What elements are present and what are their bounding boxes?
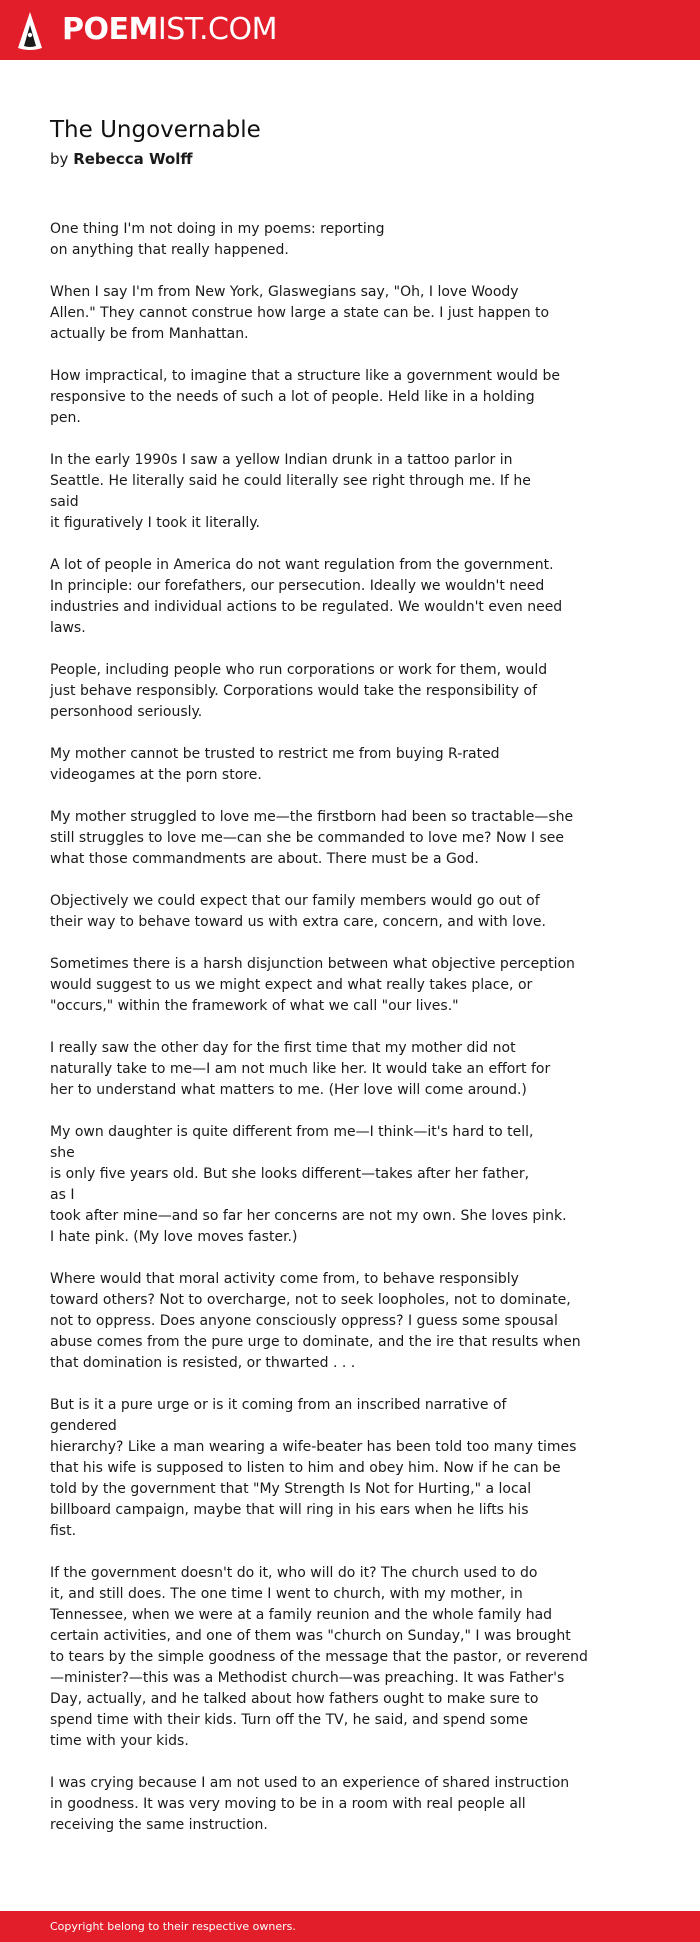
author-name: Rebecca Wolff xyxy=(73,150,193,168)
poem-line: Sometimes there is a harsh disjunction between what objective perception xyxy=(50,956,575,972)
stanza xyxy=(50,1395,650,1542)
site-logo[interactable] xyxy=(62,13,277,47)
poem-line: If the government doesn't do it, who will do it? The church used to do xyxy=(50,1565,538,1581)
poem-line: time with your kids. xyxy=(50,1733,189,1749)
stanza xyxy=(50,807,650,870)
poem-line: Day, actually, and he talked about how fathers ought to make sure to xyxy=(50,1691,539,1707)
poem-line: responsive to the needs of such a lot of people. Held like in a holding xyxy=(50,389,535,405)
stanza xyxy=(50,1269,650,1374)
by-label: by xyxy=(50,150,69,168)
poem-line: Seattle. He literally said he could literally see right through me. If he xyxy=(50,473,531,489)
logo-text-bold: POEM xyxy=(62,12,158,47)
logo-text-light: IST.COM xyxy=(157,12,277,47)
poem-line: would suggest to us we might expect and what really takes place, or xyxy=(50,977,533,993)
site-footer xyxy=(0,1911,700,1942)
poem-line: A lot of people in America do not want regulation from the government. xyxy=(50,557,554,573)
poem-line: Objectively we could expect that our family members would go out of xyxy=(50,893,540,909)
poem-line: as I xyxy=(50,1187,75,1203)
poem-line: In principle: our forefathers, our persecution. Ideally we wouldn't need xyxy=(50,578,545,594)
poem-line: her to understand what matters to me. (Her love will come around.) xyxy=(50,1082,527,1098)
poem-line: receiving the same instruction. xyxy=(50,1817,268,1833)
poem-line: In the early 1990s I saw a yellow Indian drunk in a tattoo parlor in xyxy=(50,452,513,468)
poem-line: that domination is resisted, or thwarted . . . xyxy=(50,1355,356,1371)
stanza xyxy=(50,1122,650,1248)
poem-line: toward others? Not to overcharge, not to seek loopholes, not to dominate, xyxy=(50,1292,571,1308)
poem-line: One thing I'm not doing in my poems: reporting xyxy=(50,221,385,237)
poem-line: what those commandments are about. There must be a God. xyxy=(50,851,479,867)
poem-line: Tennessee, when we were at a family reunion and the whole family had xyxy=(50,1607,553,1623)
poem-line: personhood seriously. xyxy=(50,704,203,720)
poem-line: just behave responsibly. Corporations would take the responsibility of xyxy=(50,683,537,699)
poem-line: But is it a pure urge or is it coming from an inscribed narrative of xyxy=(50,1397,507,1413)
poem-line: their way to behave toward us with extra care, concern, and with love. xyxy=(50,914,546,930)
poem-line: Allen." They cannot construe how large a state can be. I just happen to xyxy=(50,305,550,321)
poem-line: People, including people who run corporations or work for them, would xyxy=(50,662,548,678)
poem-line: it, and still does. The one time I went to church, with my mother, in xyxy=(50,1586,523,1602)
poem-line: told by the government that "My Strength Is Not for Hurting," a local xyxy=(50,1481,532,1497)
poem-line: gendered xyxy=(50,1418,117,1434)
poem-line: Where would that moral activity come from, to behave responsibly xyxy=(50,1271,519,1287)
stanza xyxy=(50,555,650,639)
poem-line: in goodness. It was very moving to be in a room with real people all xyxy=(50,1796,526,1812)
poem-line: abuse comes from the pure urge to dominate, and the ire that results when xyxy=(50,1334,581,1350)
poem-line: to tears by the simple goodness of the message that the pastor, or reverend xyxy=(50,1649,588,1665)
copyright-notice: Copyright belong to their respective owners. xyxy=(50,1920,296,1933)
poem-line: is only five years old. But she looks different—takes after her father, xyxy=(50,1166,530,1182)
poem-line: naturally take to me—I am not much like her. It would take an effort for xyxy=(50,1061,551,1077)
poem-line: hierarchy? Like a man wearing a wife-beater has been told too many times xyxy=(50,1439,577,1455)
poem-line: My mother cannot be trusted to restrict me from buying R-rated xyxy=(50,746,500,762)
poem-line: said xyxy=(50,494,79,510)
poem-line: fist. xyxy=(50,1523,77,1539)
poem-line: on anything that really happened. xyxy=(50,242,289,258)
stanza xyxy=(50,954,650,1017)
stanza xyxy=(50,282,650,345)
poem-line: not to oppress. Does anyone consciously oppress? I guess some spousal xyxy=(50,1313,558,1329)
poem-line: My own daughter is quite different from me—I think—it's hard to tell, xyxy=(50,1124,534,1140)
poem-line: I really saw the other day for the first time that my mother did not xyxy=(50,1040,516,1056)
stanza xyxy=(50,1773,650,1836)
stanza xyxy=(50,744,650,786)
poem-line: laws. xyxy=(50,620,86,636)
poem-line: I hate pink. (My love moves faster.) xyxy=(50,1229,298,1245)
poem-line: actually be from Manhattan. xyxy=(50,326,249,342)
stanza xyxy=(50,366,650,429)
stanza xyxy=(50,1038,650,1101)
byline xyxy=(50,149,193,169)
poem-line: How impractical, to imagine that a structure like a government would be xyxy=(50,368,560,384)
poem-title: The Ungovernable xyxy=(50,117,261,143)
site-header xyxy=(0,0,700,60)
poem-line: —minister?—this was a Methodist church—was preaching. It was Father's xyxy=(50,1670,565,1686)
poem-line: When I say I'm from New York, Glaswegians say, "Oh, I love Woody xyxy=(50,284,519,300)
stanza xyxy=(50,1563,650,1752)
poem-line: My mother struggled to love me—the firstborn had been so tractable—she xyxy=(50,809,574,825)
poem-line: I was crying because I am not used to an experience of shared instruction xyxy=(50,1775,570,1791)
poem-line: industries and individual actions to be regulated. We wouldn't even need xyxy=(50,599,563,615)
stanza xyxy=(50,891,650,933)
poem-line: that his wife is supposed to listen to him and obey him. Now if he can be xyxy=(50,1460,561,1476)
stanza xyxy=(50,450,650,534)
poem-line: pen. xyxy=(50,410,81,426)
poem-body xyxy=(50,219,650,1857)
fountain-pen-nib-icon[interactable] xyxy=(17,11,43,51)
poem-line: videogames at the porn store. xyxy=(50,767,262,783)
poem-line: it figuratively I took it literally. xyxy=(50,515,260,531)
poem-line: spend time with their kids. Turn off the TV, he said, and spend some xyxy=(50,1712,529,1728)
poem-line: billboard campaign, maybe that will ring in his ears when he lifts his xyxy=(50,1502,529,1518)
poem-line: took after mine—and so far her concerns are not my own. She loves pink. xyxy=(50,1208,567,1224)
poem-line: certain activities, and one of them was "church on Sunday," I was brought xyxy=(50,1628,571,1644)
stanza xyxy=(50,219,650,261)
poem-line: "occurs," within the framework of what we call "our lives." xyxy=(50,998,459,1014)
poem-line: she xyxy=(50,1145,75,1161)
stanza xyxy=(50,660,650,723)
poem-line: still struggles to love me—can she be commanded to love me? Now I see xyxy=(50,830,564,846)
